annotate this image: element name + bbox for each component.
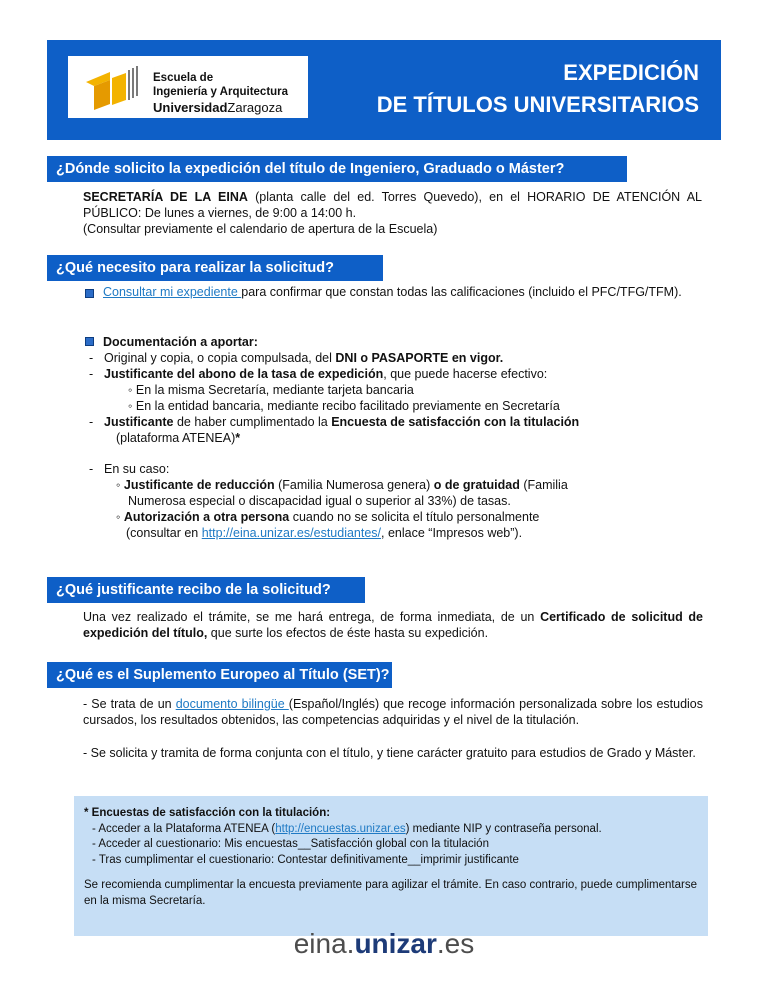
dni-text: Original y copia, o copia compulsada, del (104, 351, 336, 365)
atenea-text: (plataforma ATENEA) (116, 431, 236, 445)
documentacion-title (103, 335, 258, 351)
tasa-option-banco: ◦ En la entidad bancaria, mediante recibo facilitado previamente en Secretaría (128, 399, 560, 413)
autorizacion-text: cuando no se solicita el título personalmente (289, 510, 540, 524)
school-logo[interactable] (68, 56, 308, 118)
secretaria-label: SECRETARÍA DE LA EINA (83, 190, 248, 204)
bullet-dot: ◦ (116, 510, 124, 524)
reduccion-line (116, 478, 676, 494)
note-paragraph: Se recomienda cumplimentar la encuesta previamente para agilizar el trámite. En caso contrario, puede cumplimentarse en la misma Secretaría. (84, 879, 697, 907)
documento-bilingue-link[interactable]: documento bilingüe (175, 697, 289, 711)
set-paragraph-2: - Se solicita y tramita de forma conjunta con el título, y tiene carácter gratuito para estudios de Grado y Máster. (83, 746, 696, 760)
doc-item-tasa (104, 367, 547, 383)
set-paragraph-1 (83, 697, 703, 728)
reduccion-bold: Justificante de reducción (123, 478, 275, 492)
logo-line-1: Escuela de (153, 72, 214, 84)
justificante-bold: Justificante (104, 415, 174, 429)
note-line-2: - Acceder al cuestionario: Mis encuestas__Satisfacción global con la titulación (92, 838, 489, 850)
impresos-text: , enlace “Impresos web”). (381, 526, 523, 540)
where-text (83, 190, 702, 221)
section-heading-where: ¿Dónde solicito la expedición del título de Ingeniero, Graduado o Máster? (47, 156, 627, 182)
where-note: (Consultar previamente el calendario de apertura de la Escuela) (83, 222, 438, 236)
documentacion-label: Documentación a aportar: (103, 335, 258, 349)
header-banner (47, 40, 721, 140)
expediente-text: para confirmar que constan todas las calificaciones (incluido el PFC/TFG/TFM). (241, 285, 682, 299)
reduccion-text: (Familia Numerosa genera) (274, 478, 434, 492)
dash: - (89, 351, 94, 365)
dash: - (89, 367, 94, 381)
footer-unizar: unizar (354, 928, 437, 959)
autorizacion-bold: Autorización a otra persona (123, 510, 290, 524)
en-su-caso: En su caso: (104, 462, 170, 476)
encuesta-bold: Encuesta de satisfacción con la titulación (331, 415, 580, 429)
receipt-text (83, 610, 703, 641)
logo-zaragoza: Zaragoza (227, 100, 283, 115)
footer-eina: eina. (293, 928, 355, 959)
gratuidad-bold: o de gratuidad (433, 478, 520, 492)
where-detail: (planta calle del ed. Torres Quevedo), en el HORARIO DE ATENCIÓN AL PÚBLICO: De lunes a viernes, de 9:00 a 14:00 h. (83, 190, 703, 220)
tasa-bold: Justificante del abono de la tasa de expedición (104, 367, 384, 381)
section-heading-requirements: ¿Qué necesito para realizar la solicitud? (47, 255, 383, 281)
logo-universidad: Universidad (153, 100, 228, 115)
logo-line-3 (153, 99, 288, 116)
tasa-option-secretaria: ◦ En la misma Secretaría, mediante tarjeta bancaria (128, 383, 414, 397)
section-heading-set: ¿Qué es el Suplemento Europeo al Título (SET)? (47, 662, 392, 688)
doc-item-dni (104, 351, 503, 367)
logo-text (153, 71, 288, 116)
set-text-a: - Se trata de un (83, 697, 176, 711)
dash: - (89, 462, 94, 476)
receipt-text-c: que surte los efectos de éste hasta su expedición. (207, 625, 489, 640)
note-title: * Encuestas de satisfacción con la titulación: (84, 807, 331, 819)
note-line-1 (84, 822, 698, 838)
receipt-text-a: Una vez realizado el trámite, se me hará entrega, de forma inmediata, de un (83, 610, 541, 624)
set-text-b: (Español/Inglés) que recoge información personalizada sobre los estudios cursados, los resultados obtenidos, las competencias adquiridas y el nivel de la titulación. (83, 697, 704, 727)
dash: - (89, 415, 94, 429)
bullet-dot: ◦ (116, 478, 124, 492)
note-l1-a: - Acceder a la Plataforma ATENEA ( (92, 822, 276, 835)
numerosa-line: Numerosa especial o discapacidad igual o superior al 33%) de tasas. (128, 494, 511, 508)
familia-text: (Familia (519, 478, 568, 492)
note-line-3: - Tras cumplimentar el cuestionario: Contestar definitivamente__imprimir justificante (92, 853, 519, 866)
footer-url[interactable] (0, 928, 768, 960)
estudiantes-link[interactable]: http://eina.unizar.es/estudiantes/ (201, 526, 382, 540)
dni-bold: DNI o PASAPORTE en vigor. (335, 351, 504, 365)
certificado-bold: Certificado de solicitud de expedición del título, (83, 610, 704, 640)
logo-mark-icon (82, 64, 142, 112)
bullet-square-icon (85, 289, 94, 298)
doc-item-encuesta (104, 415, 664, 431)
bullet-square-icon (85, 337, 94, 346)
encuestas-link[interactable]: http://encuestas.unizar.es (275, 822, 406, 835)
atenea-line (116, 431, 240, 447)
logo-line-2: Ingeniería y Arquitectura (153, 86, 289, 98)
footer-es: .es (436, 928, 475, 959)
consultar-expediente-link[interactable]: Consultar mi expediente (103, 285, 242, 299)
consultar-line (126, 526, 522, 542)
consultar-text: (consultar en (126, 526, 202, 540)
section-heading-receipt: ¿Qué justificante recibo de la solicitud? (47, 577, 365, 603)
bullet-expediente (103, 285, 703, 301)
encuestas-note-box (74, 796, 708, 936)
title-line-2: DE TÍTULOS UNIVERSITARIOS (376, 92, 699, 117)
encuesta-text: de haber cumplimentado la (173, 415, 332, 429)
title-line-1: EXPEDICIÓN (563, 60, 699, 85)
note-l1-b: ) mediante NIP y contraseña personal. (405, 822, 602, 835)
autorizacion-line (116, 510, 539, 526)
asterisk: * (235, 431, 241, 445)
page-title (377, 57, 699, 121)
tasa-text: , que puede hacerse efectivo: (383, 367, 548, 381)
